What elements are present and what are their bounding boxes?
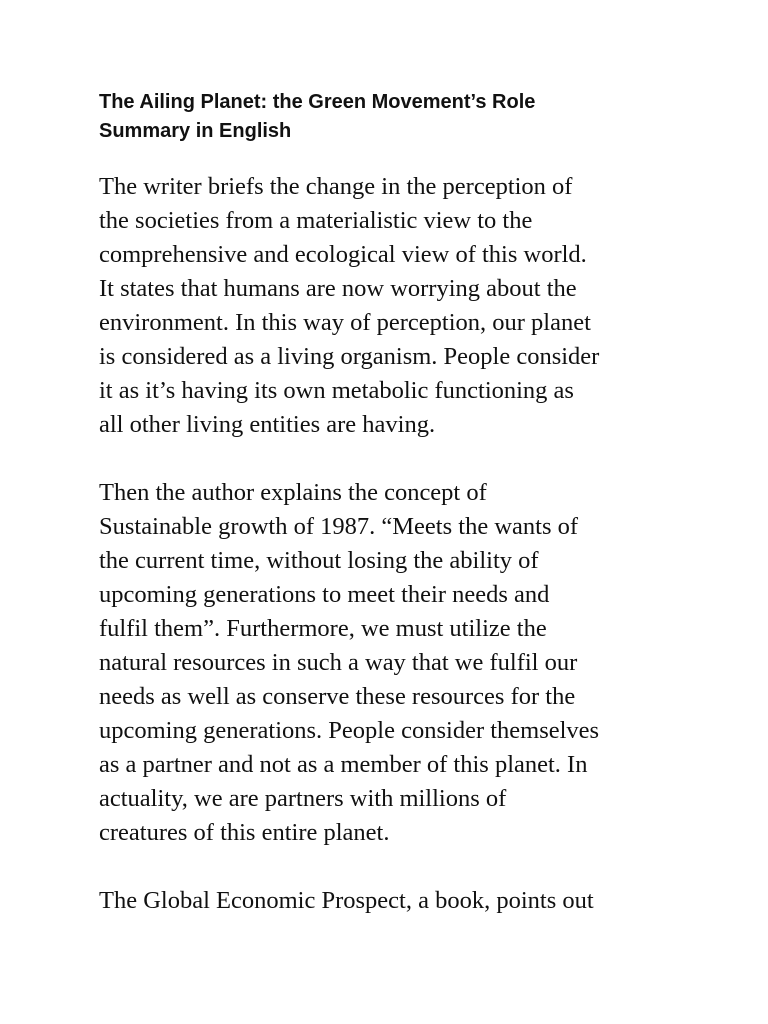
paragraph-2	[99, 476, 699, 850]
paragraph-1	[99, 170, 699, 442]
text-line: It states that humans are now worrying about the	[99, 275, 577, 302]
text-line: comprehensive and ecological view of this world.	[99, 241, 587, 268]
text-line: as a partner and not as a member of this planet. In	[99, 751, 588, 778]
text-line: upcoming generations. People consider themselves	[99, 717, 600, 744]
title-line-2: Summary in English	[99, 120, 292, 142]
text-line: the current time, without losing the ability of	[99, 547, 539, 574]
text-line: fulfil them”. Furthermore, we must utilize the	[99, 615, 547, 642]
text-line: creatures of this entire planet.	[99, 819, 390, 846]
paragraph-3	[99, 884, 699, 918]
text-line: Sustainable growth of 1987. “Meets the wants of	[99, 513, 579, 540]
title-line-1: The Ailing Planet: the Green Movement’s Role	[99, 91, 536, 113]
text-line: The Global Economic Prospect, a book, points out	[99, 887, 594, 914]
text-line: natural resources in such a way that we fulfil our	[99, 649, 578, 676]
text-line: the societies from a materialistic view to the	[99, 207, 533, 234]
text-line: needs as well as conserve these resources for the	[99, 683, 576, 710]
text-line: actuality, we are partners with millions of	[99, 785, 507, 812]
document-title	[99, 88, 699, 146]
text-line: Then the author explains the concept of	[99, 479, 487, 506]
text-line: environment. In this way of perception, our planet	[99, 309, 591, 336]
document-body	[99, 170, 699, 952]
text-line: it as it’s having its own metabolic functioning as	[99, 377, 574, 404]
text-line: upcoming generations to meet their needs and	[99, 581, 550, 608]
text-line: all other living entities are having.	[99, 411, 436, 438]
text-line: is considered as a living organism. People consider	[99, 343, 600, 370]
text-line: The writer briefs the change in the perception of	[99, 173, 573, 200]
